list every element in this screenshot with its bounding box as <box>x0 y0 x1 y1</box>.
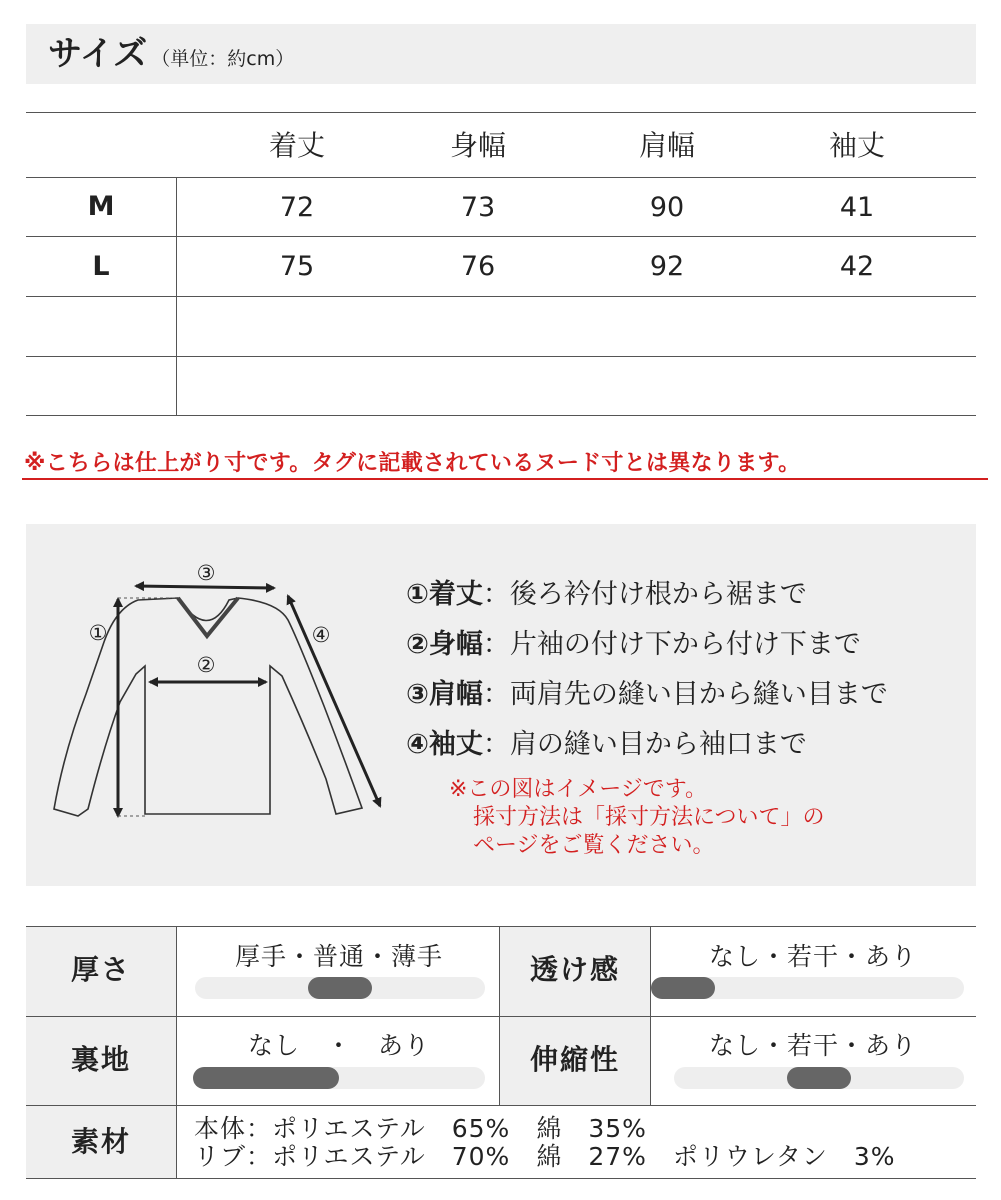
material-line-rib: リブ：ポリエステル 70% 綿 27% ポリウレタン 3% <box>194 1142 896 1171</box>
legend-item-shoulder: ③肩幅：両肩先の縫い目から縫い目まで <box>406 679 888 710</box>
table-cell: 90 <box>649 192 685 223</box>
table-rule <box>26 112 976 113</box>
table-divider <box>176 177 177 415</box>
table-rule <box>26 1105 976 1106</box>
sheerness-indicator <box>651 977 715 999</box>
legend-item-width: ②身幅：片袖の付け下から付け下まで <box>406 629 861 660</box>
size-header-bar <box>26 24 976 84</box>
marker-1: ① <box>88 621 108 645</box>
diagram-note-line: ページをご覧ください。 <box>473 833 715 858</box>
lining-label: 裏地 <box>70 1043 131 1076</box>
diagram-note-line: 採寸方法は「採寸方法について」の <box>473 805 825 830</box>
table-rule <box>26 236 976 237</box>
legend-item-sleeve: ④袖丈：肩の縫い目から袖口まで <box>406 729 807 760</box>
section-title: サイズ （単位：約cm） <box>48 34 295 74</box>
table-cell: 76 <box>460 251 496 282</box>
thickness-options: 厚手・普通・薄手 <box>234 942 443 971</box>
stretch-options: なし・若干・あり <box>708 1031 917 1060</box>
shirt-illustration <box>26 524 406 886</box>
table-cell: 41 <box>839 192 875 223</box>
table-rule <box>26 1016 976 1017</box>
marker-3: ③ <box>196 561 216 585</box>
table-cell: 42 <box>839 251 875 282</box>
notice-underline <box>22 478 988 480</box>
table-cell: 75 <box>279 251 315 282</box>
unit-label: （単位：約cm） <box>151 48 295 70</box>
marker-2: ② <box>196 653 216 677</box>
material-label: 素材 <box>70 1125 131 1158</box>
table-divider <box>176 926 177 1178</box>
sheerness-label: 透け感 <box>529 953 620 986</box>
stretch-label: 伸縮性 <box>529 1043 620 1076</box>
material-line-body: 本体：ポリエステル 65% 綿 35% <box>194 1114 647 1143</box>
column-header-sleeve: 袖丈 <box>828 129 885 162</box>
thickness-indicator <box>308 977 372 999</box>
row-header-m: M <box>87 191 115 222</box>
thickness-label: 厚さ <box>70 953 131 986</box>
finished-size-notice: ※こちらは仕上がり寸です。タグに記載されているヌード寸とは異なります。 <box>24 451 801 476</box>
table-cell: 73 <box>460 192 496 223</box>
legend-item-length: ①着丈：後ろ衿付け根から裾まで <box>406 579 807 610</box>
sheerness-options: なし・若干・あり <box>708 942 917 971</box>
row-header-l: L <box>92 251 110 282</box>
lining-options: なし ・ あり <box>247 1031 430 1060</box>
column-header-shoulder: 肩幅 <box>638 129 695 162</box>
stretch-indicator <box>787 1067 851 1089</box>
table-rule <box>26 926 976 927</box>
table-rule <box>26 415 976 416</box>
table-rule <box>26 1178 976 1179</box>
table-cell: 72 <box>279 192 315 223</box>
table-cell: 92 <box>649 251 685 282</box>
column-header-width: 身幅 <box>449 129 506 162</box>
table-rule <box>26 356 976 357</box>
diagram-note-line: ※この図はイメージです。 <box>449 777 708 802</box>
column-header-length: 着丈 <box>268 129 325 162</box>
marker-4: ④ <box>311 623 331 647</box>
lining-indicator <box>193 1067 339 1089</box>
table-rule <box>26 177 976 178</box>
table-rule <box>26 296 976 297</box>
